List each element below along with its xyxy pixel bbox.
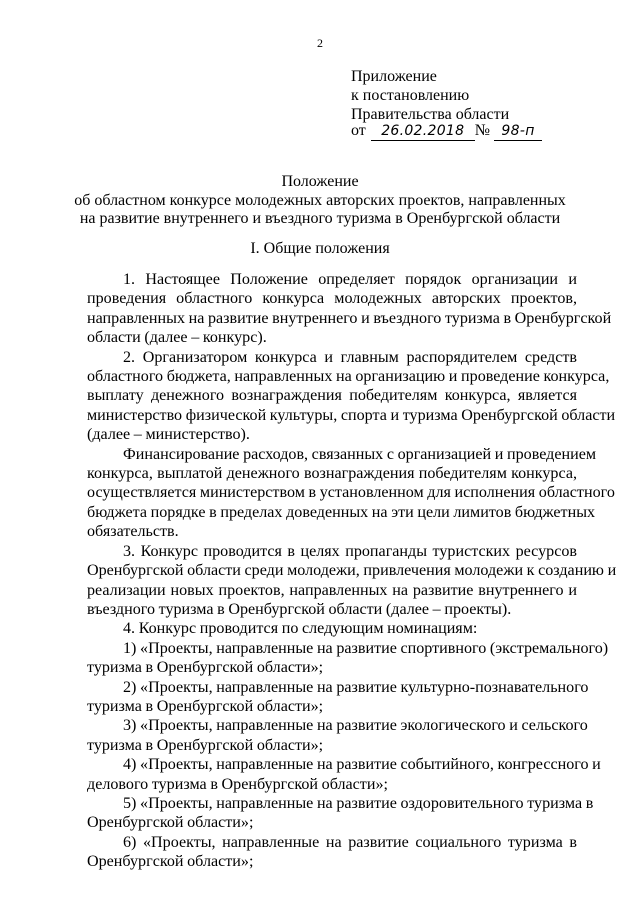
body-line: министерство физической культуры, спорта и туризма Оренбургской области (87, 406, 616, 424)
number-sign: № (474, 122, 491, 139)
body-line: 6) «Проекты, направленные на развитие социального туризма в (123, 833, 577, 851)
body-line: туризма в Оренбургской области»; (87, 697, 324, 715)
page-number: 2 (317, 36, 323, 50)
appendix-authority: Правительства области (351, 106, 510, 123)
date-prefix: от (351, 122, 366, 139)
body-line: 1) «Проекты, направленные на развитие спортивного (экстремального) (123, 639, 609, 657)
body-line: выплату денежного вознаграждения победителям конкурса, является (87, 387, 577, 405)
body-line: Оренбургской области среди молодежи, привлечения молодежи к созданию и (87, 562, 617, 580)
body-line: 1. Настоящее Положение определяет порядок организации и (123, 271, 577, 288)
section-heading: I. Общие положения (250, 240, 390, 257)
document-title: Положение (281, 173, 359, 190)
body-line: 3. Конкурс проводится в целях пропаганды туристских ресурсов (123, 542, 577, 560)
body-line: туризма в Оренбургской области»; (87, 736, 324, 754)
body-line: 4. Конкурс проводится по следующим номинациям: (123, 620, 478, 638)
body-line: Финансирование расходов, связанных с организацией и проведением (123, 445, 597, 463)
body-line: Оренбургской области»; (87, 814, 254, 832)
body-line: (далее – министерство). (87, 426, 250, 444)
body-line: 2) «Проекты, направленные на развитие культурно-познавательного (123, 678, 589, 696)
body-line: областного бюджета, направленных на организацию и проведение конкурса, (87, 368, 610, 386)
body-line: 4) «Проекты, направленные на развитие событийного, конгрессного и (123, 756, 601, 774)
appendix-reference: к постановлению (351, 87, 470, 104)
body-line: 2. Организатором конкурса и главным распорядителем средств (123, 348, 577, 366)
body-line: 5) «Проекты, направленные на развитие оздоровительного туризма в (123, 794, 594, 812)
body-line: направленных на развитие внутреннего и въездного туризма в Оренбургской (87, 309, 612, 327)
handwritten-number: 98-п (494, 122, 542, 141)
body-line: осуществляется министерством в установленном для исполнения областного (87, 484, 615, 502)
body-line: туризма в Оренбургской области»; (87, 659, 324, 677)
body-line: проведения областного конкурса молодежных авторских проектов, (87, 290, 577, 308)
appendix-date-line (351, 122, 542, 141)
body-line: 3) «Проекты, направленные на развитие экологического и сельского (123, 717, 588, 735)
body-line: Оренбургской области»; (87, 853, 254, 871)
document-subtitle-line1: об областном конкурсе молодежных авторских проектов, направленных (74, 192, 566, 209)
body-line: въездного туризма в Оренбургской области (далее – проекты). (87, 600, 512, 618)
body-line: области (далее – конкурс). (87, 329, 267, 347)
document-subtitle-line2: на развитие внутреннего и въездного туризма в Оренбургской области (79, 210, 561, 227)
body-line: делового туризма в Оренбургской области»; (87, 775, 388, 793)
body-line: реализации новых проектов, направленных на развитие внутреннего и (87, 581, 577, 599)
body-line: обязательств. (87, 523, 179, 541)
appendix-title: Приложение (351, 68, 437, 85)
body-line: конкурса, выплатой денежного вознаграждения победителям конкурса, (87, 465, 577, 483)
handwritten-date: 26.02.2018 (371, 122, 475, 141)
body-line: бюджета порядке в пределах доведенных на эти цели лимитов бюджетных (87, 503, 596, 521)
document-body (87, 270, 617, 872)
